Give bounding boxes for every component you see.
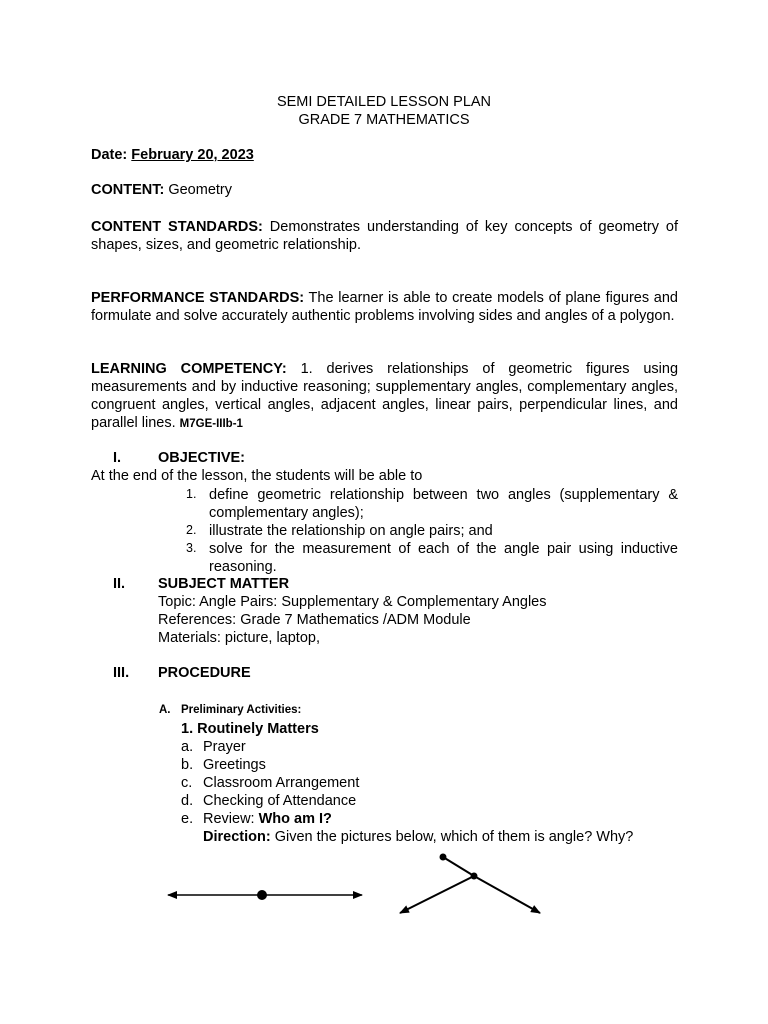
objective-item-3-num: 3.	[186, 541, 197, 555]
ray-endpoint-top	[440, 854, 447, 861]
objective-item-2: illustrate the relationship on angle pairs; and	[209, 523, 493, 539]
routine-item-e-letter: e.	[181, 811, 194, 827]
routine-item-d: Checking of Attendance	[203, 793, 357, 809]
subject-references: References: Grade 7 Mathematics /ADM Module	[158, 612, 471, 628]
routine-item-a-letter: a.	[181, 739, 194, 755]
performance-standards-label: PERFORMANCE STANDARDS:	[91, 290, 305, 306]
routine-item-b: Greetings	[203, 757, 266, 773]
review-title: Who am I?	[258, 811, 332, 827]
ray-left	[400, 876, 474, 913]
procedure-heading: PROCEDURE	[158, 665, 251, 681]
preliminary-heading: Preliminary Activities:	[181, 704, 302, 716]
subject-matter-heading: SUBJECT MATTER	[158, 576, 290, 592]
direction-label: Direction:	[203, 829, 271, 845]
learning-competency-code: M7GE-IIIb-1	[179, 418, 243, 430]
objective-item-1-num: 1.	[186, 487, 197, 501]
doc-title-line2: GRADE 7 MATHEMATICS	[298, 112, 470, 128]
routine-item-b-letter: b.	[181, 757, 194, 773]
ray-right	[474, 876, 540, 913]
content-standards-label: CONTENT STANDARDS:	[91, 219, 263, 235]
direction-text: Given the pictures below, which of them is angle? Why?	[274, 829, 634, 845]
learning-competency-text: 1. derives relationships of geometric figures using measurements and by inductive reasoning; supplementary angles, complementary angles, congruent angles, vertical angles, adjacent angles, linear pairs, perpendicular lines, and parallel lines.	[91, 361, 679, 431]
review-label: Review:	[203, 811, 255, 827]
content-standards-text: Demonstrates understanding of key concepts of geometry of shapes, sizes, and geometric relationship.	[91, 219, 679, 253]
content-label: CONTENT:	[91, 182, 165, 198]
objective-item-2-num: 2.	[186, 523, 197, 537]
objective-heading: OBJECTIVE:	[158, 450, 246, 466]
date-label: Date:	[91, 147, 128, 163]
line-midpoint	[257, 890, 267, 900]
objective-item-3: solve for the measurement of each of the angle pair using inductive reasoning.	[209, 541, 678, 575]
routine-item-d-letter: d.	[181, 793, 194, 809]
doc-title-line1: SEMI DETAILED LESSON PLAN	[276, 94, 492, 110]
preliminary-letter: A.	[159, 704, 171, 716]
learning-competency-label: LEARNING COMPETENCY:	[91, 361, 287, 377]
routine-item-c: Classroom Arrangement	[203, 775, 360, 791]
routine-item-c-letter: c.	[181, 775, 193, 791]
content-value: Geometry	[168, 182, 233, 198]
performance-standards-text: The learner is able to create models of plane figures and formulate and solve accurately authentic problems involving sides and angles of a polygon.	[91, 290, 678, 324]
ray-segment-top	[443, 857, 474, 876]
routine-item-a: Prayer	[203, 739, 246, 755]
objective-item-1: define geometric relationship between two angles (supplementary & complementary angles);	[209, 487, 678, 521]
procedure-numeral: III.	[113, 665, 130, 681]
subject-materials: Materials: picture, laptop,	[158, 630, 320, 646]
objective-numeral: I.	[113, 450, 122, 466]
rays-figure	[400, 854, 540, 914]
subject-matter-numeral: II.	[113, 576, 126, 592]
routine-heading: 1. Routinely Matters	[181, 721, 319, 737]
line-figure	[168, 890, 362, 900]
objective-intro: At the end of the lesson, the students will be able to	[91, 468, 423, 484]
subject-topic: Topic: Angle Pairs: Supplementary & Complementary Angles	[158, 594, 547, 610]
date-value: February 20, 2023	[131, 147, 254, 163]
